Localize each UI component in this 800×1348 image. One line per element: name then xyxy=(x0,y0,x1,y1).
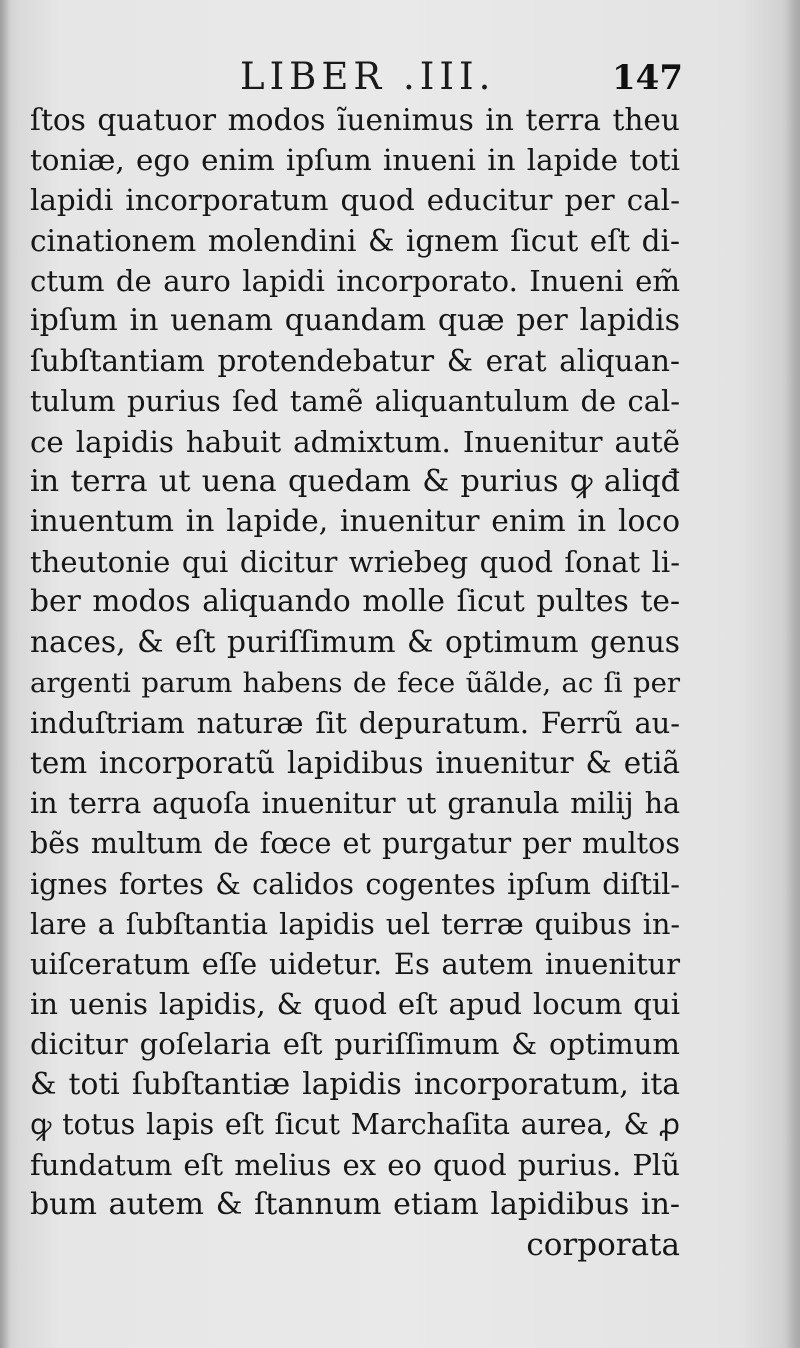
text-block xyxy=(30,100,680,1265)
text-line: inuentum in lapide, inuenitur enim in loco xyxy=(30,503,680,539)
text-line: lapidi incorporatum quod educitur per cal- xyxy=(30,183,680,218)
text-line: ipſum in uenam quandam quæ per lapidis xyxy=(30,302,680,338)
text-line: tulum purius ſed tamẽ aliquantulum de cal- xyxy=(30,384,680,419)
page-number: 147 xyxy=(612,58,683,98)
text-line: ignes fortes & calidos cogentes ipſum diſtil- xyxy=(30,866,680,901)
text-line: cinationem molendini & ignem ſicut eſt di- xyxy=(30,223,680,258)
text-line: bẽs multum de fœce et purgatur per multos xyxy=(30,826,680,861)
text-line: dicitur goſelaria eſt puriſſimum & optimum xyxy=(30,1027,680,1062)
text-line: argenti parum habens de fece ũãlde, ac ſi per xyxy=(30,666,680,699)
text-line: theutonie qui dicitur wriebeg quod ſonat li- xyxy=(30,545,680,580)
text-line: tem incorporatũ lapidibus inuenitur & etiã xyxy=(30,746,680,780)
text-line: ſubſtantiam protendebatur & erat aliquan- xyxy=(30,344,680,379)
text-line: naces, & eſt puriſſimum & optimum genus xyxy=(30,624,680,660)
catchword-line: corporata xyxy=(526,1227,680,1264)
text-line: ſtos quatuor modos ĩuenimus in terra theu xyxy=(30,103,680,137)
text-line: & toti ſubſtantiæ lapidis incorporatum, ita xyxy=(30,1066,680,1102)
page-edge-shadow xyxy=(786,0,800,1348)
text-line: uiſceratum eſſe uidetur. Es autem inuenitur xyxy=(30,946,680,981)
text-line: lare a ſubſtantia lapidis uel terræ quibus in- xyxy=(30,906,680,941)
text-line: in uenis lapidis, & quod eſt apud locum qui xyxy=(30,987,680,1022)
text-line: toniæ, ego enim ipſum inueni in lapide toti xyxy=(30,143,680,178)
text-line: ctum de auro lapidi incorporato. Inueni em̃ xyxy=(30,263,680,298)
text-line: bum autem & ſtannum etiam lapidibus in- xyxy=(30,1187,680,1223)
text-line: in terra ut uena quedam & purius ꝙ aliqđ xyxy=(30,463,680,499)
gutter-shadow xyxy=(0,0,10,1348)
text-line: ber modos aliquando molle ſicut pultes te- xyxy=(30,584,680,620)
text-line: induſtriam naturæ ſit depuratum. Ferrũ au- xyxy=(30,705,680,740)
text-line: in terra aquoſa inuenitur ut granula milij ha xyxy=(30,786,680,821)
text-line: fundatum eſt melius ex eo quod purius. Plũ xyxy=(30,1147,680,1182)
text-line: ꝙ totus lapis eſt ſicut Marchaſita aurea, & ꝓ xyxy=(30,1107,680,1141)
text-line: ce lapidis habuit admixtum. Inuenitur autẽ xyxy=(30,424,680,459)
running-head: LIBER .III. xyxy=(240,55,496,98)
